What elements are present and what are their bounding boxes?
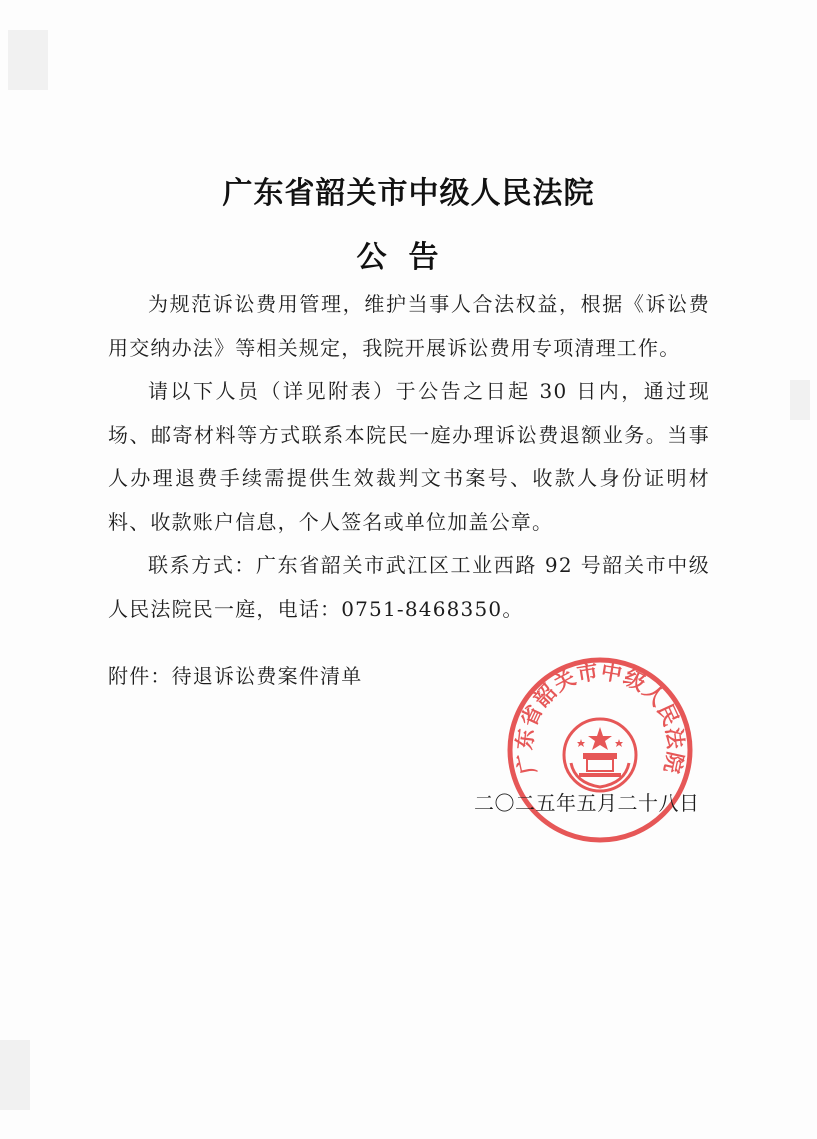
paragraph: 为规范诉讼费用管理，维护当事人合法权益，根据《诉讼费用交纳办法》等相关规定，我院开展诉讼费用专项清理工作。 [108, 292, 710, 360]
document-title: 广东省韶关市中级人民法院 [222, 176, 595, 211]
paragraph: 联系方式：广东省韶关市武江区工业西路 92 号韶关市中级人民法院民一庭，电话：0751-8468350。 [108, 553, 710, 621]
official-seal-icon [505, 655, 695, 845]
document-subtitle: 公告 [356, 240, 461, 275]
document-date: 二〇二五年五月二十八日 [474, 791, 700, 815]
attachment-line: 附件：待退诉讼费案件清单 [108, 664, 363, 688]
scan-smudge [790, 380, 810, 420]
paragraph: 请以下人员（详见附表）于公告之日起 30 日内，通过现场、邮寄材料等方式联系本院民一庭办理诉讼费退额业务。当事人办理退费手续需提供生效裁判文书案号、收款人身份证明材料、收款账户信息，个人签名或单位加盖公章。 [108, 379, 710, 534]
scan-smudge [0, 1040, 30, 1110]
svg-text:广东省韶关市中级人民法院: 广东省韶关市中级人民法院 [512, 659, 688, 777]
document-body [108, 283, 710, 631]
scan-smudge [8, 30, 48, 90]
